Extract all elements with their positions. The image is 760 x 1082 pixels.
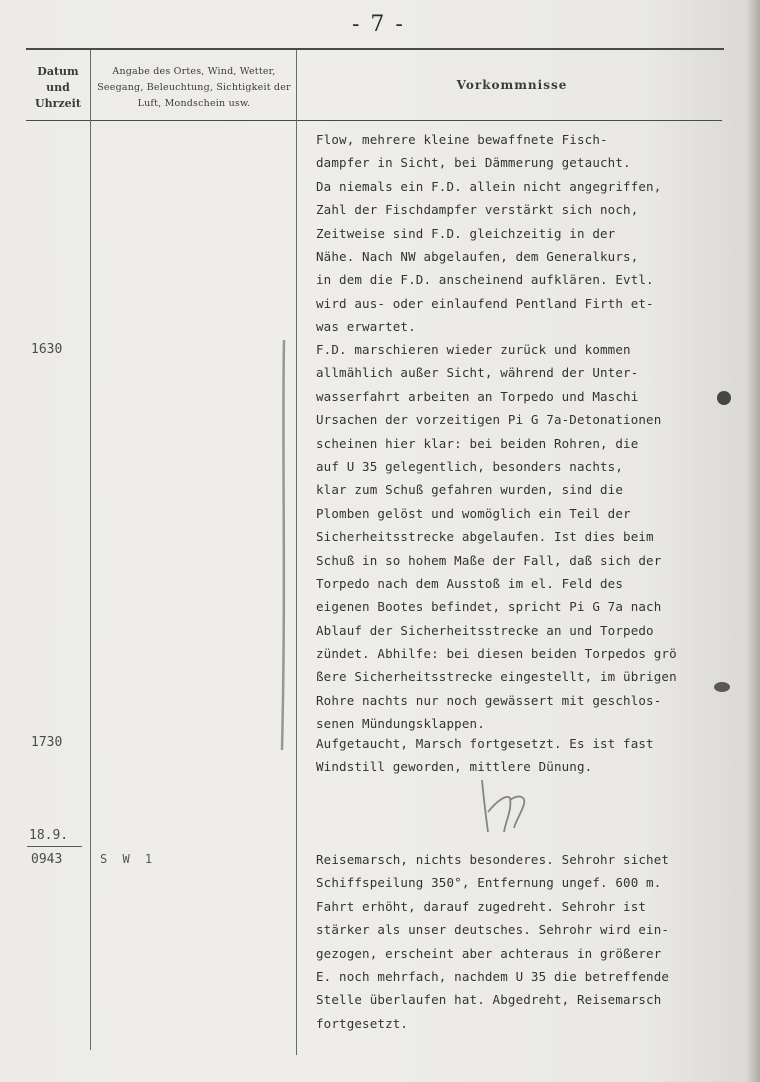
entry-line: Plomben gelöst und womöglich ein Teil der (316, 505, 631, 521)
entry-time: 1730 (31, 735, 63, 750)
entry-time: 0943 (31, 852, 63, 867)
entry-line: zündet. Abhilfe: bei diesen beiden Torpedos grö (316, 646, 677, 662)
entry-line: Schuß in so hohem Maße der Fall, daß sich der (316, 552, 662, 568)
entry-line: klar zum Schuß gefahren wurden, sind die (316, 482, 624, 498)
entry-line: Torpedo nach dem Ausstoß im el. Feld des (316, 575, 624, 591)
entry-line: Nähe. Nach NW abgelaufen, dem Generalkurs, (316, 248, 639, 264)
entry-line: Schiffspeilung 350°, Entfernung ungef. 600 m. (316, 875, 662, 891)
header-vorkommnisse: Vorkommnisse (456, 78, 568, 92)
entry-line: was erwartet. (316, 319, 416, 335)
header-datum: Datum und Uhrzeit (35, 65, 81, 110)
pencil-margin-line (270, 330, 300, 760)
entry-line: Ursachen der vorzeitigen Pi G 7a-Detonationen (316, 412, 662, 428)
entry-line: Da niemals ein F.D. allein nicht angegriffen, (316, 178, 662, 194)
column-divider-1 (90, 50, 91, 1050)
entry-line: auf U 35 gelegentlich, besonders nachts, (316, 458, 624, 474)
entry-text-block (316, 338, 756, 736)
entry-line: Rohre nachts nur noch gewässert mit geschlos- (316, 692, 662, 708)
header-top-rule (26, 48, 724, 50)
entry-line: senen Mündungsklappen. (316, 716, 485, 732)
entry-line: Aufgetaucht, Marsch fortgesetzt. Es ist fast (316, 736, 654, 751)
entry-line: E. noch mehrfach, nachdem U 35 die betreffende (316, 968, 670, 984)
page-number: - 7 - (352, 12, 405, 37)
entry-line: Flow, mehrere kleine bewaffnete Fisch- (316, 132, 608, 147)
entry-line: Fahrt erhöht, darauf zugedreht. Sehrohr ist (316, 898, 647, 914)
entry-line: stärker als unser deutsches. Sehrohr wird ein- (316, 922, 670, 938)
entry-line: eigenen Bootes befindet, spricht Pi G 7a nach (316, 599, 662, 615)
entry-time: 1630 (31, 342, 63, 357)
entry-line: in dem die F.D. anscheinend aufklären. Evtl. (316, 272, 654, 288)
entry-line: Ablauf der Sicherheitsstrecke an und Torpedo (316, 622, 654, 638)
entry-line: ßere Sicherheitsstrecke eingestellt, im übrigen (316, 669, 677, 685)
entry-wind: S W 1 (100, 852, 157, 866)
header-angabe: Angabe des Ortes, Wind, Wetter, Seegang, Beleuchtung, Sichtigkeit der Luft, Mondschein usw. (97, 66, 291, 109)
entry-line: wasserfahrt arbeiten an Torpedo und Maschi (316, 388, 639, 404)
pencil-initials-mark (470, 772, 540, 842)
header-bottom-rule (26, 120, 722, 121)
entry-line: Windstill geworden, mittlere Dünung. (316, 759, 593, 775)
entry-line: fortgesetzt. (316, 1015, 409, 1031)
entry-line: gezogen, erscheint aber achteraus in größerer (316, 945, 662, 961)
date-underline (27, 846, 82, 847)
entry-line: dampfer in Sicht, bei Dämmerung getaucht. (316, 155, 631, 171)
entry-line: Reisemarsch, nichts besonderes. Sehrohr sichet (316, 852, 670, 867)
entry-text-block (316, 848, 756, 1035)
entry-text-block (316, 732, 756, 779)
entry-line: Sicherheitsstrecke abgelaufen. Ist dies beim (316, 529, 654, 545)
entry-line: Stelle überlaufen hat. Abgedreht, Reisemarsch (316, 992, 662, 1008)
entry-line: Zahl der Fischdampfer verstärkt sich noch, (316, 202, 639, 218)
entry-line: Zeitweise sind F.D. gleichzeitig in der (316, 225, 616, 241)
entry-line: allmählich außer Sicht, während der Unter- (316, 365, 639, 381)
entry-line: F.D. marschieren wieder zurück und kommen (316, 342, 631, 357)
entry-text-block (316, 128, 756, 339)
entry-line: wird aus- oder einlaufend Pentland Firth et- (316, 295, 654, 311)
entry-line: scheinen hier klar: bei beiden Rohren, die (316, 435, 639, 451)
entry-date: 18.9. (29, 828, 69, 843)
